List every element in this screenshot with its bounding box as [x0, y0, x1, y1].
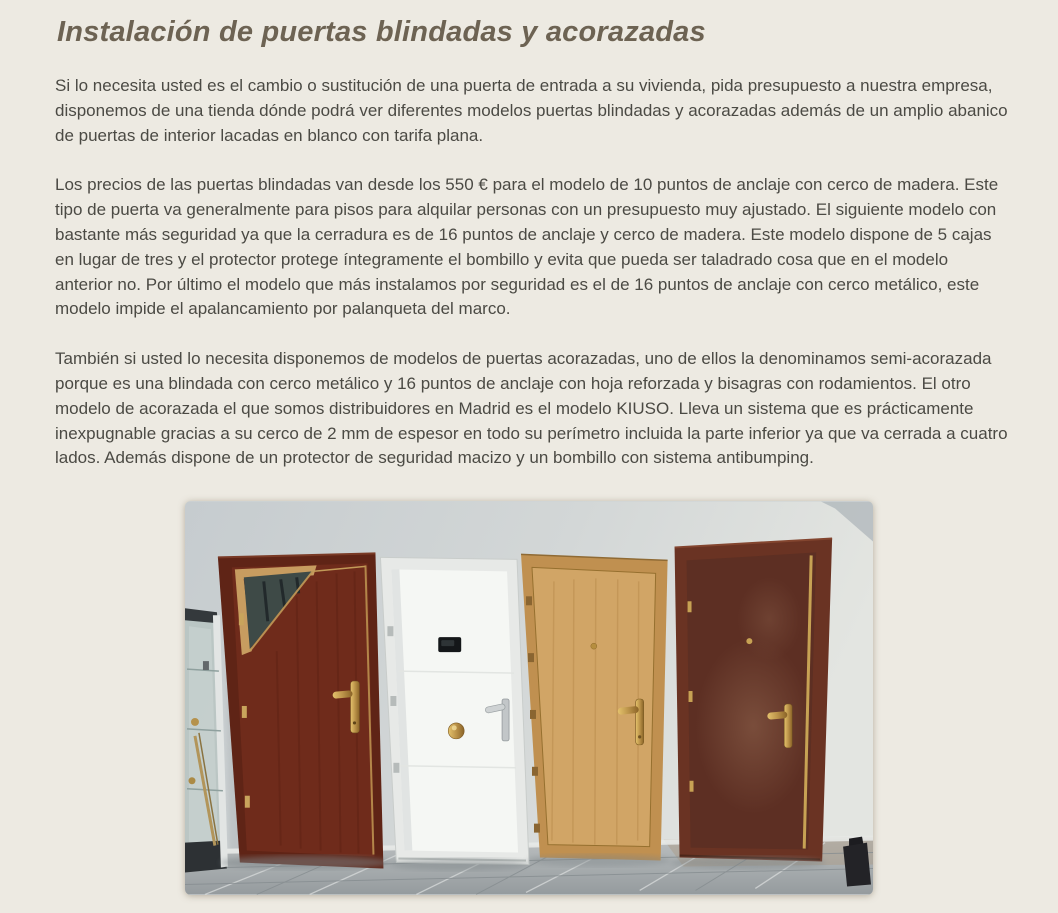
dark-mahogany-door-acorazada — [671, 539, 833, 869]
brass-sample — [188, 777, 195, 784]
door4-peephole — [746, 638, 752, 644]
page-title: Instalación de puertas blindadas y acorazadas — [57, 16, 706, 48]
cabinet-item — [203, 661, 209, 670]
door3-peephole — [591, 643, 597, 649]
door4-sheen — [696, 638, 812, 813]
oak-door-blindada — [521, 555, 671, 867]
paragraph-acorazadas: También si usted lo necesita disponemos de modelos de puertas acorazadas, uno de ellos la denominamos semi-acorazada porque es una blindada con cerco metálico y 16 puntos de anclaje con hoja reforzada y bisagras con rodamientos. El otro modelo de acorazada el que somos distribuidores en Madrid es el modelo KIUSO. Lleva un sistema que es prácticamente inexpugnable gracias a su cerco de 2 mm de espesor en todo su perímetro incluida la parte inferior ya que va cerrada a cuatro lados. Además dispone de un protector de seguridad macizo y un bombillo con sistema antibumping. — [55, 349, 1008, 468]
paragraph-intro: Si lo necesita usted es el cambio o sustitución de una puerta de entrada a su vivienda, pida presupuesto a nuestra empresa, disponemos de una tienda dónde podrá ver diferentes modelos puertas blindadas y acorazadas además de un amplio abanico de puertas de interior lacadas en blanco con tarifa plana. — [55, 76, 1008, 145]
doors-showroom-photo — [185, 501, 873, 895]
paragraph-precios: Los precios de las puertas blindadas van desde los 550 € para el modelo de 10 puntos de anclaje con cerco de madera. Este tipo de puerta va generalmente para pisos para alquilar personas con un presupuesto muy ajustado. El siguiente modelo con bastante más seguridad ya que la cerradura es de 16 puntos de anclaje y cerco de madera. Este modelo dispone de 5 cajas en lugar de tres y el protector protege íntegramente el bombillo y evita que pueda ser taladrado cosa que en el modelo anterior no. Por último el modelo que más instalamos por seguridad es el de 16 puntos de anclaje con cerco metálico, este modelo impide el apalancamiento por palanqueta del marco. — [55, 175, 999, 319]
doors-photo-illustration — [185, 501, 873, 895]
brass-sample — [191, 718, 199, 726]
mahogany-door-blindada — [218, 554, 390, 870]
door2-electronic-lock — [438, 637, 461, 652]
door2-knob — [448, 723, 464, 739]
white-door-blindada — [380, 558, 529, 871]
